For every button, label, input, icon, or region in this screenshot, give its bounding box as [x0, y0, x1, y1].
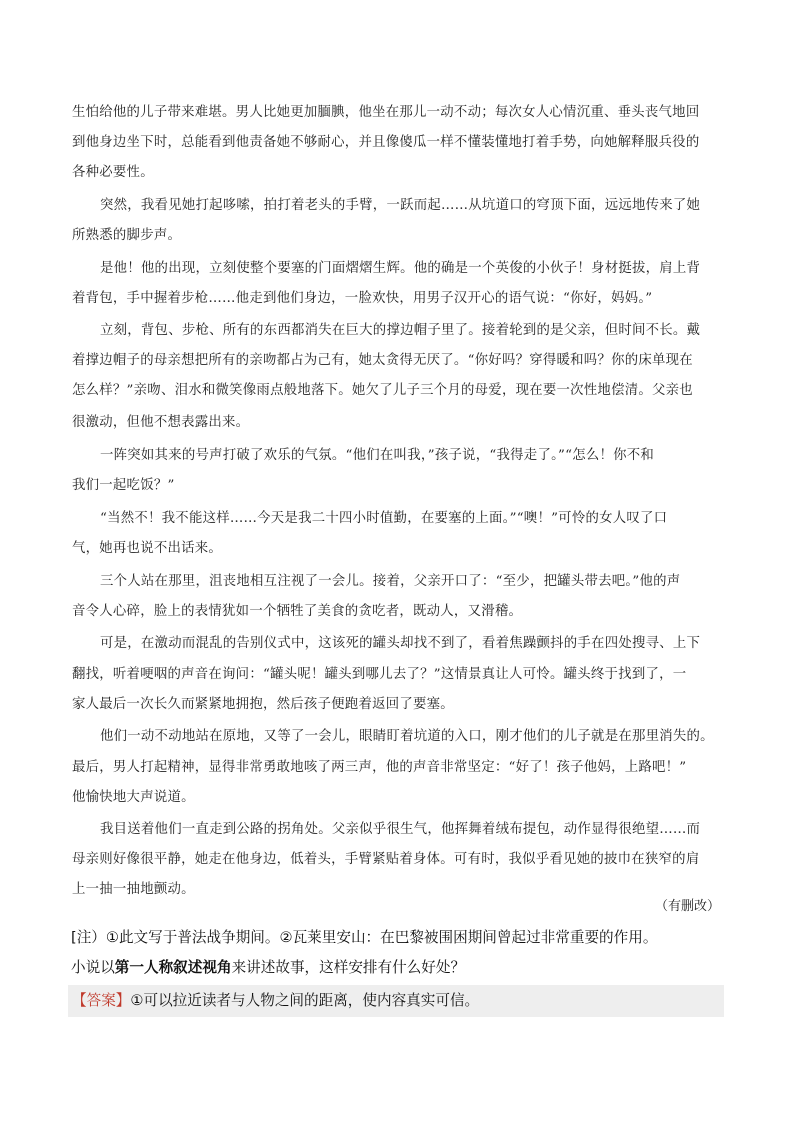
- answer-box: [68, 985, 724, 1017]
- story-line: 母亲则好像很平静，她走在他身边，低着头，手臂紧贴着身体。可有时，我似乎看见她的披巾在狭窄的肩: [72, 852, 700, 867]
- story-line: 立刻，背包、步枪、所有的东西都消失在巨大的撑边帽子里了。接着轮到的是父亲，但时间不长。戴: [100, 323, 701, 338]
- story-line: 他们一动不动地站在原地，又等了一会儿，眼睛盯着坑道的入口，刚才他们的儿子就是在那里消失的。: [100, 729, 714, 744]
- story-line: 到他身边坐下时，总能看到他责备她不够耐心，并且像傻瓜一样不懂装懂地打着手势，向她解释服兵役的: [72, 135, 700, 150]
- question-suffix: 来讲述故事，这样安排有什么好处？: [231, 959, 466, 976]
- story-line: 气，她再也说不出话来。: [72, 541, 223, 556]
- question-prefix: 小说以: [71, 959, 115, 976]
- story-line: 突然，我看见她打起哆嗦，拍打着老头的手臂，一跃而起……从坑道口的穹顶下面，远远地传来了她: [100, 198, 701, 213]
- question-emphasis: 第一人称叙述视角: [114, 959, 232, 976]
- footnote: [注）①此文写于普法战争期间。②瓦莱里安山：在巴黎被围困期间曾起过非常重要的作用。: [71, 929, 658, 946]
- answer: [72, 991, 479, 1011]
- story-line: “当然不！我不能这样……今天是我二十四小时值勤，在要塞的上面。”“噢！”可怜的女人叹了口: [100, 511, 668, 526]
- story-line: 着撑边帽子的母亲想把所有的亲吻都占为己有，她太贪得无厌了。“你好吗？穿得暖和吗？你的床单现在: [72, 353, 693, 368]
- story-line: 我们一起吃饭？”: [72, 478, 175, 493]
- story-line: 我目送着他们一直走到公路的拐角处。父亲似乎很生气，他挥舞着绒布提包，动作显得很绝望……而: [100, 822, 701, 837]
- story-line: 怎么样？”亲吻、泪水和微笑像雨点般地落下。她欠了儿子三个月的母爱，现在要一次性地偿清。父亲也: [72, 383, 693, 398]
- story-line: 所熟悉的脚步声。: [72, 228, 182, 243]
- story-line: 一阵突如其来的号声打破了欢乐的气氛。“他们在叫我，”孩子说，“我得走了。”“怎么！你不和: [100, 448, 655, 463]
- story-line: 各种必要性。: [72, 165, 154, 180]
- story-line: 生怕给他的儿子带来难堪。男人比她更加腼腆，他坐在那儿一动不动；每次女人心情沉重、垂头丧气地回: [72, 105, 700, 120]
- story-line: 很激动，但他不想表露出来。: [72, 415, 250, 430]
- story-line: 家人最后一次长久而紧紧地拥抱，然后孩子便跑着返回了要塞。: [72, 697, 454, 712]
- answer-text: ①可以拉近读者与人物之间的距离，使内容真实可信。: [130, 992, 480, 1009]
- answer-tag: 【答案】: [72, 992, 131, 1009]
- story-line: 三个人站在那里，沮丧地相互注视了一会儿。接着，父亲开口了：“至少，把罐头带去吧。”他的声: [100, 574, 681, 589]
- story-line: 音令人心碎，脸上的表情犹如一个牺牲了美食的贪吃者，既动人，又滑稽。: [72, 604, 523, 619]
- story-line: 翻找，听着哽咽的声音在询问：“罐头呢！罐头到哪儿去了？”这情景真让人可怜。罐头终于找到了，一: [72, 667, 687, 682]
- story-line: 着背包，手中握着步枪……他走到他们身边，一脸欢快，用男子汉开心的语气说：“你好，妈妈。”: [72, 291, 653, 306]
- story-line: 可是，在激动而混乱的告别仪式中，这该死的罐头却找不到了，看着焦躁颤抖的手在四处搜寻、上下: [100, 636, 701, 651]
- story-line: 他愉快地大声说道。: [72, 790, 195, 805]
- story-line: 上一抽一抽地颤动。: [72, 882, 195, 897]
- story-line: 是他！他的出现，立刻使整个要塞的门面熠熠生辉。他的确是一个英俊的小伙子！身材挺拔，肩上背: [100, 261, 701, 276]
- source-credit: （有删改）: [655, 899, 721, 914]
- question: [71, 958, 465, 978]
- story-line: 最后，男人打起精神，显得非常勇敢地咳了两三声，他的声音非常坚定：“好了！孩子他妈，上路吧！”: [72, 760, 687, 775]
